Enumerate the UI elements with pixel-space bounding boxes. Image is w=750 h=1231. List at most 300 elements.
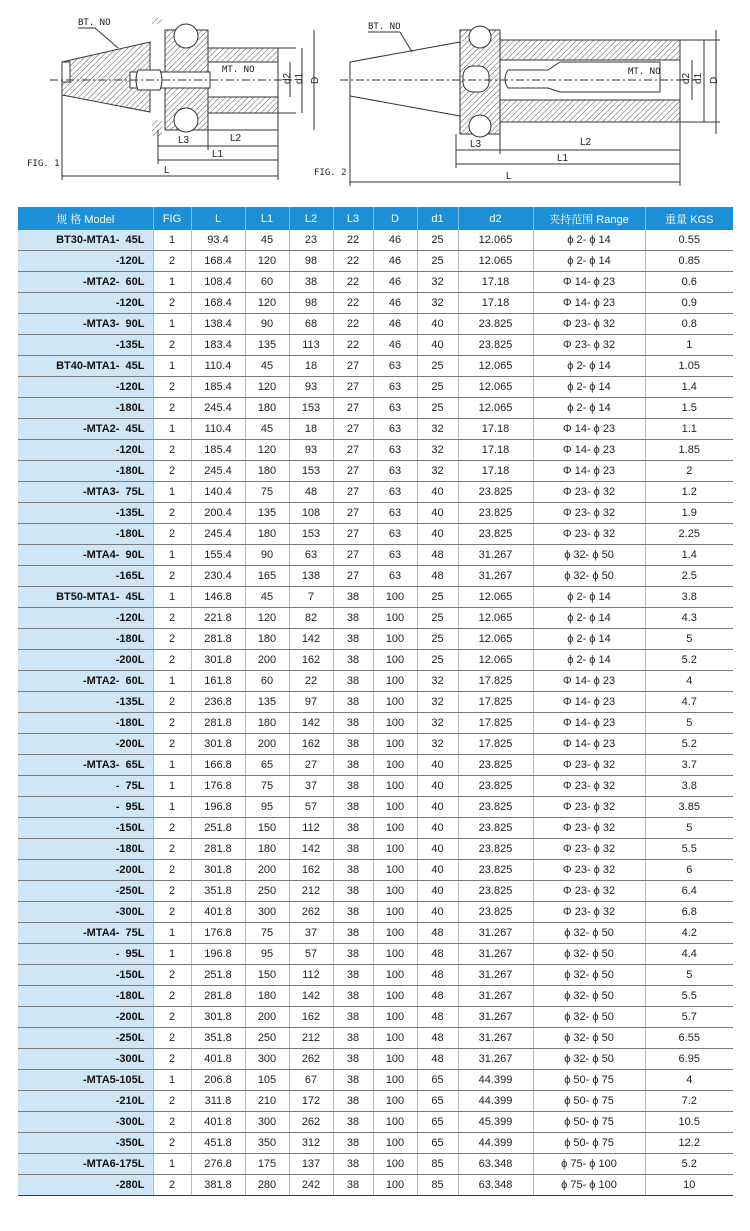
cell-model: -MTA6-175L: [18, 1154, 153, 1175]
cell-model: -280L: [18, 1175, 153, 1196]
cell-L1: 135: [245, 503, 289, 524]
cell-d1: 40: [417, 482, 458, 503]
table-row: [18, 755, 733, 776]
cell-L2: 98: [289, 293, 333, 314]
cell-fig: 2: [153, 608, 191, 629]
cell-L: 301.8: [191, 734, 245, 755]
cell-d1: 85: [417, 1175, 458, 1196]
cell-D: 100: [373, 650, 417, 671]
cell-L2: 108: [289, 503, 333, 524]
cell-L3: 38: [333, 608, 373, 629]
cell-L1: 75: [245, 776, 289, 797]
cell-d1: 32: [417, 671, 458, 692]
cell-D: 100: [373, 776, 417, 797]
cell-range: ϕ 50- ϕ 75: [533, 1091, 645, 1112]
cell-d1: 25: [417, 230, 458, 251]
cell-L: 401.8: [191, 1049, 245, 1070]
cell-L3: 38: [333, 671, 373, 692]
cell-range: ϕ 32- ϕ 50: [533, 566, 645, 587]
cell-D: 100: [373, 755, 417, 776]
cell-D: 100: [373, 1133, 417, 1154]
cell-L1: 90: [245, 545, 289, 566]
cell-weight: 4.2: [645, 923, 733, 944]
cell-D: 100: [373, 1112, 417, 1133]
cell-L1: 120: [245, 608, 289, 629]
cell-L: 281.8: [191, 839, 245, 860]
table-row: [18, 1154, 733, 1175]
cell-d1: 40: [417, 818, 458, 839]
cell-model: -MTA3- 90L: [18, 314, 153, 335]
cell-model: -150L: [18, 965, 153, 986]
cell-d2: 23.825: [458, 881, 533, 902]
cell-L2: 27: [289, 755, 333, 776]
cell-d1: 32: [417, 440, 458, 461]
cell-L1: 200: [245, 860, 289, 881]
cell-D: 100: [373, 1049, 417, 1070]
cell-D: 100: [373, 1091, 417, 1112]
table-row: [18, 482, 733, 503]
cell-L: 196.8: [191, 944, 245, 965]
cell-L3: 38: [333, 1133, 373, 1154]
cell-model: -180L: [18, 524, 153, 545]
cell-L3: 27: [333, 398, 373, 419]
cell-d2: 17.18: [458, 272, 533, 293]
cell-L1: 45: [245, 587, 289, 608]
cell-fig: 2: [153, 1028, 191, 1049]
cell-fig: 1: [153, 797, 191, 818]
table-body: [18, 230, 733, 1196]
cell-d1: 40: [417, 755, 458, 776]
cell-d2: 23.825: [458, 503, 533, 524]
table-row: [18, 965, 733, 986]
table-row: [18, 419, 733, 440]
cell-fig: 2: [153, 398, 191, 419]
fig2-mt-no-label: MT. NO: [628, 67, 661, 77]
fig2-L1-label: L1: [557, 153, 569, 164]
cell-weight: 3.7: [645, 755, 733, 776]
cell-fig: 1: [153, 944, 191, 965]
cell-range: Φ 14- ϕ 23: [533, 272, 645, 293]
cell-d1: 40: [417, 860, 458, 881]
header-model: 规 格 Model: [18, 207, 153, 230]
cell-range: ϕ 32- ϕ 50: [533, 1049, 645, 1070]
cell-L2: 22: [289, 671, 333, 692]
cell-d1: 25: [417, 398, 458, 419]
cell-L3: 38: [333, 818, 373, 839]
cell-L2: 142: [289, 986, 333, 1007]
cell-L: 221.8: [191, 608, 245, 629]
table-row: [18, 818, 733, 839]
cell-model: -MTA4- 90L: [18, 545, 153, 566]
cell-L1: 300: [245, 902, 289, 923]
cell-L2: 68: [289, 314, 333, 335]
cell-D: 63: [373, 440, 417, 461]
cell-D: 100: [373, 629, 417, 650]
table-row: [18, 545, 733, 566]
cell-d2: 12.065: [458, 608, 533, 629]
cell-fig: 2: [153, 1112, 191, 1133]
cell-fig: 2: [153, 377, 191, 398]
cell-L2: 112: [289, 818, 333, 839]
cell-L: 140.4: [191, 482, 245, 503]
cell-model: -MTA5-105L: [18, 1070, 153, 1091]
cell-L: 301.8: [191, 1007, 245, 1028]
cell-L2: 262: [289, 1049, 333, 1070]
cell-L3: 38: [333, 881, 373, 902]
cell-fig: 1: [153, 545, 191, 566]
cell-L3: 38: [333, 1070, 373, 1091]
cell-fig: 1: [153, 923, 191, 944]
cell-L2: 138: [289, 566, 333, 587]
table-row: [18, 776, 733, 797]
table-row: [18, 377, 733, 398]
cell-L2: 38: [289, 272, 333, 293]
cell-model: -MTA3- 65L: [18, 755, 153, 776]
cell-weight: 1.4: [645, 545, 733, 566]
cell-D: 100: [373, 944, 417, 965]
cell-d1: 25: [417, 251, 458, 272]
cell-d1: 25: [417, 356, 458, 377]
header-range: 夹持范围 Range: [533, 207, 645, 230]
header-D: D: [373, 207, 417, 230]
cell-model: - 75L: [18, 776, 153, 797]
fig1-mt-no-label: MT. NO: [222, 65, 255, 75]
cell-d2: 44.399: [458, 1133, 533, 1154]
cell-fig: 2: [153, 1091, 191, 1112]
table-row: [18, 881, 733, 902]
table-row: [18, 797, 733, 818]
cell-d1: 65: [417, 1070, 458, 1091]
cell-d1: 40: [417, 839, 458, 860]
table-row: [18, 1091, 733, 1112]
fig2-drawing: [340, 26, 720, 186]
cell-weight: 1.9: [645, 503, 733, 524]
table-row: [18, 1133, 733, 1154]
cell-weight: 5: [645, 713, 733, 734]
cell-L2: 57: [289, 797, 333, 818]
cell-range: Φ 14- ϕ 23: [533, 734, 645, 755]
cell-d2: 45.399: [458, 1112, 533, 1133]
cell-d1: 25: [417, 587, 458, 608]
cell-range: ϕ 32- ϕ 50: [533, 944, 645, 965]
cell-D: 100: [373, 671, 417, 692]
cell-L3: 38: [333, 944, 373, 965]
header-L: L: [191, 207, 245, 230]
cell-L3: 38: [333, 860, 373, 881]
cell-D: 100: [373, 608, 417, 629]
cell-D: 100: [373, 1028, 417, 1049]
table-row: [18, 335, 733, 356]
cell-fig: 2: [153, 818, 191, 839]
cell-D: 100: [373, 734, 417, 755]
cell-model: -MTA4- 75L: [18, 923, 153, 944]
cell-model: BT40-MTA1- 45L: [18, 356, 153, 377]
cell-L2: 63: [289, 545, 333, 566]
cell-d1: 48: [417, 566, 458, 587]
table-row: [18, 692, 733, 713]
cell-weight: 10.5: [645, 1112, 733, 1133]
cell-D: 63: [373, 566, 417, 587]
cell-weight: 1.5: [645, 398, 733, 419]
cell-d1: 32: [417, 293, 458, 314]
cell-fig: 2: [153, 629, 191, 650]
cell-L2: 37: [289, 923, 333, 944]
cell-L1: 300: [245, 1112, 289, 1133]
cell-fig: 2: [153, 524, 191, 545]
cell-d2: 17.825: [458, 671, 533, 692]
cell-L2: 212: [289, 1028, 333, 1049]
cell-L3: 27: [333, 545, 373, 566]
cell-d1: 25: [417, 377, 458, 398]
cell-d2: 17.18: [458, 461, 533, 482]
cell-d1: 65: [417, 1091, 458, 1112]
cell-L1: 350: [245, 1133, 289, 1154]
cell-weight: 4.3: [645, 608, 733, 629]
cell-weight: 5.7: [645, 1007, 733, 1028]
header-d2: d2: [458, 207, 533, 230]
cell-D: 63: [373, 461, 417, 482]
table-row: [18, 923, 733, 944]
cell-L1: 135: [245, 335, 289, 356]
cell-L1: 180: [245, 986, 289, 1007]
cell-d1: 40: [417, 797, 458, 818]
cell-L1: 180: [245, 461, 289, 482]
cell-range: ϕ 2- ϕ 14: [533, 398, 645, 419]
cell-L: 185.4: [191, 440, 245, 461]
cell-range: Φ 23- ϕ 32: [533, 755, 645, 776]
cell-d2: 17.18: [458, 293, 533, 314]
cell-L3: 38: [333, 713, 373, 734]
cell-weight: 0.55: [645, 230, 733, 251]
cell-d1: 48: [417, 545, 458, 566]
cell-fig: 2: [153, 881, 191, 902]
fig1-L-label: L: [164, 165, 170, 176]
cell-L3: 38: [333, 1007, 373, 1028]
cell-L1: 175: [245, 1154, 289, 1175]
fig2-D-label: D: [709, 76, 720, 84]
cell-D: 100: [373, 1154, 417, 1175]
cell-model: -MTA2- 60L: [18, 272, 153, 293]
cell-weight: 3.8: [645, 587, 733, 608]
cell-range: ϕ 50- ϕ 75: [533, 1133, 645, 1154]
cell-weight: 5.5: [645, 986, 733, 1007]
cell-d1: 32: [417, 713, 458, 734]
cell-fig: 2: [153, 440, 191, 461]
cell-L1: 280: [245, 1175, 289, 1196]
cell-d1: 48: [417, 1049, 458, 1070]
cell-L2: 97: [289, 692, 333, 713]
cell-D: 63: [373, 503, 417, 524]
cell-D: 46: [373, 230, 417, 251]
cell-L: 185.4: [191, 377, 245, 398]
table-row: [18, 1112, 733, 1133]
cell-L2: 242: [289, 1175, 333, 1196]
cell-D: 100: [373, 587, 417, 608]
cell-fig: 2: [153, 503, 191, 524]
cell-L1: 45: [245, 356, 289, 377]
cell-L1: 180: [245, 839, 289, 860]
cell-d2: 31.267: [458, 965, 533, 986]
cell-d2: 63.348: [458, 1154, 533, 1175]
cell-L2: 262: [289, 902, 333, 923]
cell-range: Φ 14- ϕ 23: [533, 293, 645, 314]
cell-L: 110.4: [191, 419, 245, 440]
cell-range: Φ 23- ϕ 32: [533, 776, 645, 797]
cell-d1: 48: [417, 1007, 458, 1028]
cell-range: ϕ 50- ϕ 75: [533, 1070, 645, 1091]
cell-d1: 48: [417, 986, 458, 1007]
table-row: [18, 398, 733, 419]
cell-d2: 31.267: [458, 1049, 533, 1070]
cell-fig: 2: [153, 692, 191, 713]
cell-range: ϕ 2- ϕ 14: [533, 629, 645, 650]
cell-model: -MTA2- 45L: [18, 419, 153, 440]
cell-L: 110.4: [191, 356, 245, 377]
cell-D: 100: [373, 797, 417, 818]
cell-fig: 2: [153, 839, 191, 860]
cell-L3: 22: [333, 272, 373, 293]
cell-d2: 31.267: [458, 1028, 533, 1049]
cell-model: -200L: [18, 650, 153, 671]
fig2-caption: FIG. 2: [314, 168, 347, 178]
cell-fig: 2: [153, 1007, 191, 1028]
cell-model: -180L: [18, 398, 153, 419]
table-row: [18, 1070, 733, 1091]
cell-d1: 85: [417, 1154, 458, 1175]
cell-L1: 180: [245, 398, 289, 419]
cell-L3: 22: [333, 251, 373, 272]
cell-L1: 180: [245, 629, 289, 650]
cell-L2: 18: [289, 419, 333, 440]
cell-L: 401.8: [191, 1112, 245, 1133]
cell-L2: 162: [289, 860, 333, 881]
cell-D: 100: [373, 839, 417, 860]
cell-D: 100: [373, 881, 417, 902]
cell-D: 100: [373, 692, 417, 713]
cell-L1: 200: [245, 650, 289, 671]
header-L1: L1: [245, 207, 289, 230]
cell-L2: 153: [289, 524, 333, 545]
fig2-L-label: L: [506, 171, 512, 182]
fig2-bt-no-label: BT. NO: [368, 22, 401, 32]
cell-L: 200.4: [191, 503, 245, 524]
cell-L1: 165: [245, 566, 289, 587]
cell-weight: 4.7: [645, 692, 733, 713]
cell-D: 100: [373, 902, 417, 923]
cell-model: -210L: [18, 1091, 153, 1112]
header-weight: 重量 KGS: [645, 207, 733, 230]
cell-fig: 1: [153, 587, 191, 608]
cell-weight: 6.8: [645, 902, 733, 923]
cell-d2: 17.18: [458, 419, 533, 440]
cell-L3: 38: [333, 734, 373, 755]
cell-range: Φ 14- ϕ 23: [533, 440, 645, 461]
cell-range: Φ 14- ϕ 23: [533, 671, 645, 692]
cell-L: 176.8: [191, 923, 245, 944]
cell-L: 281.8: [191, 629, 245, 650]
cell-L3: 38: [333, 1154, 373, 1175]
cell-d2: 12.065: [458, 398, 533, 419]
cell-range: ϕ 2- ϕ 14: [533, 587, 645, 608]
cell-fig: 1: [153, 272, 191, 293]
cell-D: 46: [373, 335, 417, 356]
cell-L3: 38: [333, 587, 373, 608]
cell-weight: 5.2: [645, 734, 733, 755]
table-row: [18, 629, 733, 650]
cell-D: 100: [373, 923, 417, 944]
cell-L: 381.8: [191, 1175, 245, 1196]
cell-L: 301.8: [191, 650, 245, 671]
cell-model: -300L: [18, 1112, 153, 1133]
cell-range: ϕ 2- ϕ 14: [533, 356, 645, 377]
cell-range: ϕ 32- ϕ 50: [533, 986, 645, 1007]
cell-L: 161.8: [191, 671, 245, 692]
cell-range: ϕ 2- ϕ 14: [533, 251, 645, 272]
cell-L2: 82: [289, 608, 333, 629]
cell-L1: 200: [245, 1007, 289, 1028]
cell-L: 93.4: [191, 230, 245, 251]
fig2-L3-label: L3: [470, 139, 482, 150]
cell-range: Φ 14- ϕ 23: [533, 419, 645, 440]
cell-L2: 67: [289, 1070, 333, 1091]
cell-L: 183.4: [191, 335, 245, 356]
cell-weight: 5.2: [645, 1154, 733, 1175]
cell-d2: 12.065: [458, 377, 533, 398]
cell-d2: 23.825: [458, 860, 533, 881]
cell-D: 46: [373, 314, 417, 335]
cell-range: ϕ 2- ϕ 14: [533, 650, 645, 671]
cell-d2: 23.825: [458, 524, 533, 545]
table-row: [18, 461, 733, 482]
cell-D: 46: [373, 272, 417, 293]
cell-model: -180L: [18, 629, 153, 650]
cell-fig: 2: [153, 1175, 191, 1196]
cell-d2: 31.267: [458, 944, 533, 965]
cell-d2: 23.825: [458, 335, 533, 356]
cell-weight: 10: [645, 1175, 733, 1196]
cell-d2: 12.065: [458, 251, 533, 272]
cell-model: -165L: [18, 566, 153, 587]
cell-L3: 38: [333, 1028, 373, 1049]
cell-L3: 22: [333, 293, 373, 314]
cell-L: 351.8: [191, 1028, 245, 1049]
fig1-d1-label: d1: [294, 72, 305, 84]
cell-L3: 38: [333, 650, 373, 671]
cell-d2: 31.267: [458, 1007, 533, 1028]
cell-L2: 162: [289, 650, 333, 671]
fig1-drawing: [50, 18, 314, 180]
cell-fig: 1: [153, 1070, 191, 1091]
cell-d2: 23.825: [458, 314, 533, 335]
cell-L3: 22: [333, 335, 373, 356]
cell-model: -180L: [18, 839, 153, 860]
cell-model: -MTA2- 60L: [18, 671, 153, 692]
cell-L2: 57: [289, 944, 333, 965]
cell-range: ϕ 32- ϕ 50: [533, 965, 645, 986]
table-row: [18, 671, 733, 692]
cell-L3: 27: [333, 356, 373, 377]
table-row: [18, 734, 733, 755]
cell-d2: 12.065: [458, 356, 533, 377]
cell-L3: 38: [333, 776, 373, 797]
cell-d1: 40: [417, 335, 458, 356]
cell-weight: 2.5: [645, 566, 733, 587]
fig1-bt-no-label: BT. NO: [78, 18, 111, 28]
cell-fig: 1: [153, 230, 191, 251]
cell-d2: 23.825: [458, 482, 533, 503]
cell-D: 63: [373, 524, 417, 545]
cell-range: Φ 23- ϕ 32: [533, 839, 645, 860]
